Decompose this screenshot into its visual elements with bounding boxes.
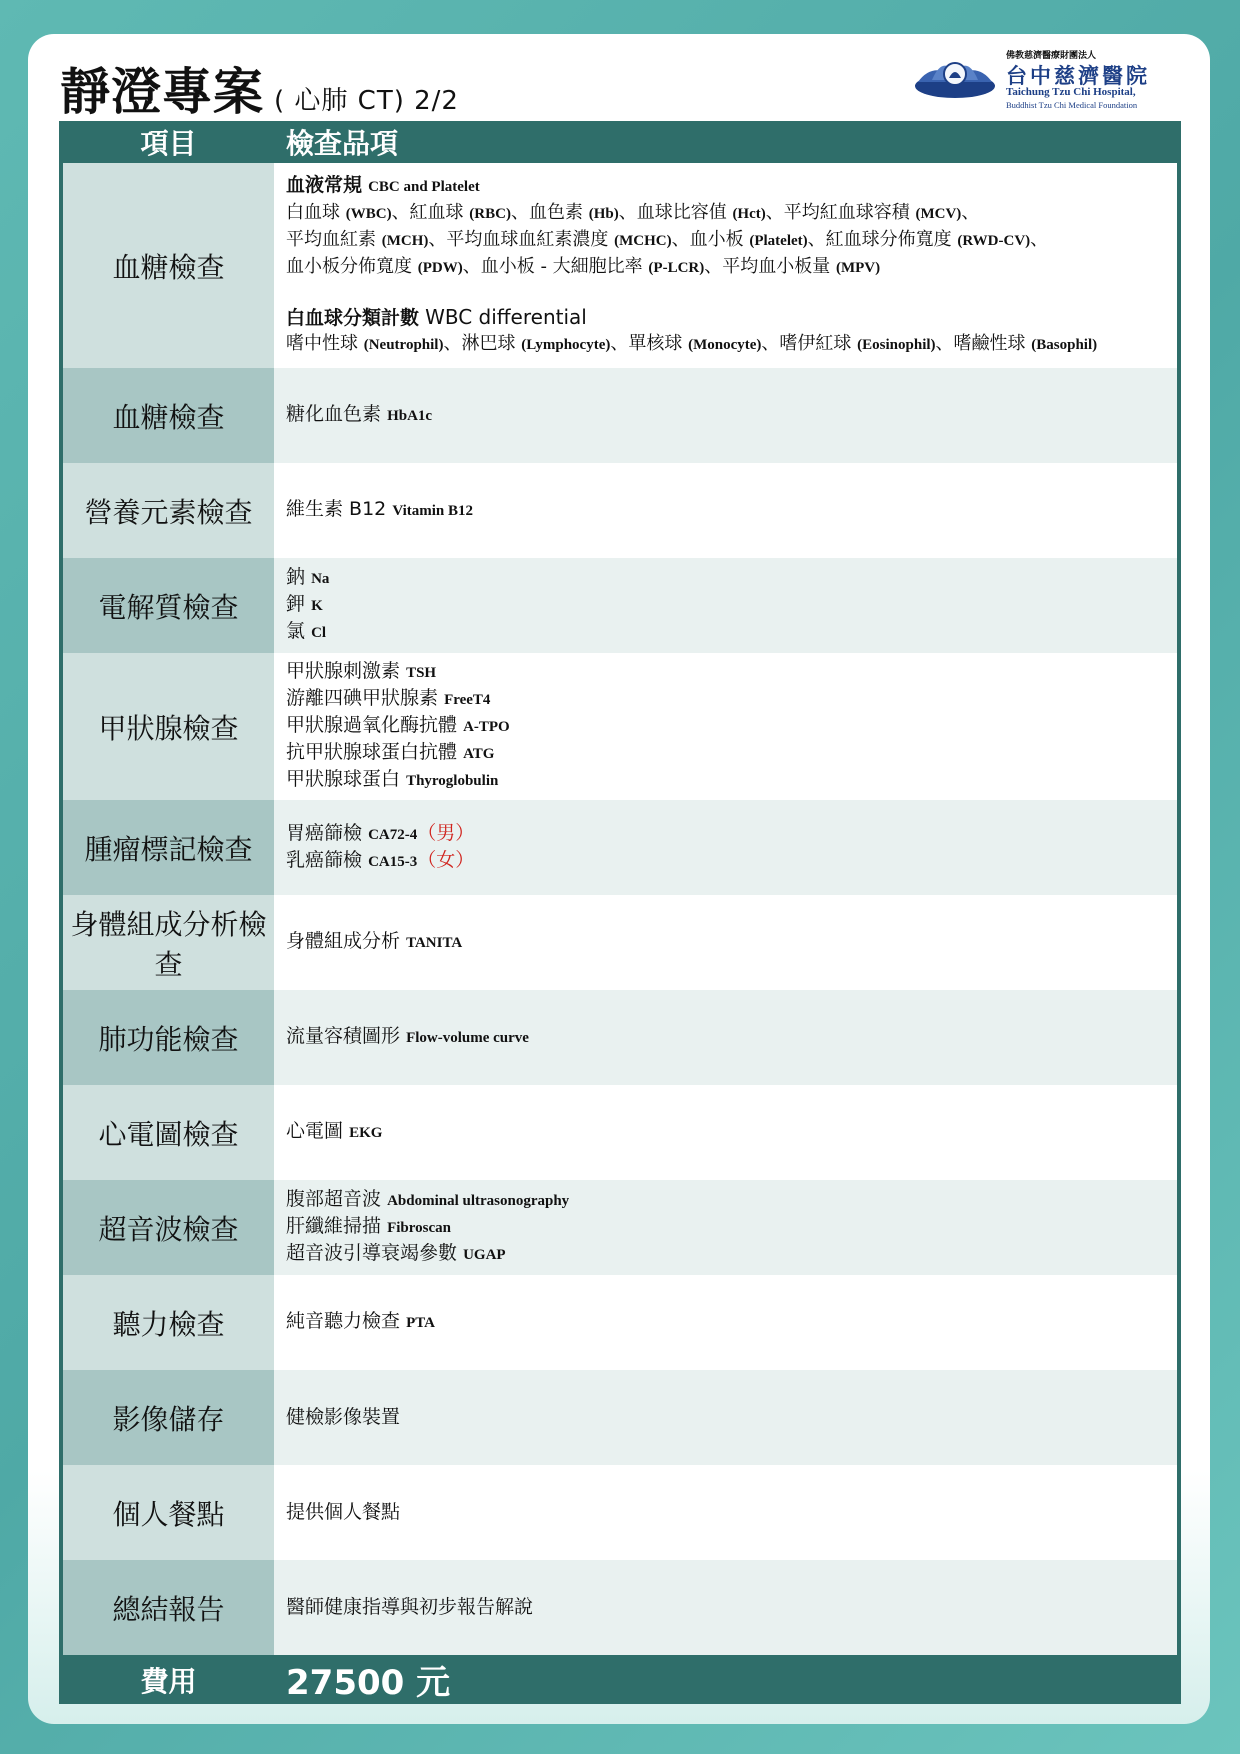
item-line <box>286 821 1165 848</box>
item-name-zh: 超音波引導衰竭參數 <box>286 1242 458 1264</box>
category-cell: 超音波檢查 <box>63 1180 274 1275</box>
item-line <box>286 173 1165 200</box>
fee-value: 27500 元 <box>286 1663 451 1703</box>
item-line <box>286 1214 1165 1241</box>
item-name-zh: 、血小板 - 大細胞比率 <box>462 256 643 277</box>
item-line <box>286 402 1165 429</box>
item-line <box>286 848 1165 875</box>
items-cell <box>274 558 1177 653</box>
item-line <box>286 1241 1165 1268</box>
table-row <box>63 368 1177 463</box>
item-name-en: Thyroglobulin <box>406 773 499 789</box>
category-cell: 血糖檢查 <box>63 368 274 463</box>
table-row <box>63 1560 1177 1655</box>
item-name-en: (MCV) <box>915 206 962 222</box>
logo-hospital-zh: 台中慈濟醫院 <box>1006 63 1150 88</box>
items-cell <box>274 1180 1177 1275</box>
logo-foundation-en: Buddhist Tzu Chi Medical Foundation <box>1006 100 1138 110</box>
item-name-en: CA15-3 <box>368 853 418 870</box>
item-name-zh: 甲狀腺球蛋白 <box>286 768 401 790</box>
item-name-en: (Hb) <box>588 206 619 222</box>
item-name-en: Flow-volume curve <box>406 1030 529 1046</box>
item-line <box>286 305 1165 331</box>
items-cell <box>274 990 1177 1085</box>
item-name-en: Cl <box>311 625 327 641</box>
item-name-zh: 、淋巴球 <box>443 333 516 354</box>
item-name-zh: 、單核球 <box>610 333 683 354</box>
logo-hospital-en: Taichung Tzu Chi Hospital, <box>1006 86 1136 98</box>
item-name-en: (P-LCR) <box>648 260 705 276</box>
item-name-zh: 提供個人餐點 <box>286 1501 401 1523</box>
item-line <box>286 200 1165 227</box>
item-name-zh: 、紅血球分佈寬度 <box>807 229 952 250</box>
section-heading-en: WBC differential <box>425 305 587 329</box>
item-name-zh: 、紅血球 <box>391 202 464 223</box>
table-row <box>63 1465 1177 1560</box>
item-name-en: TANITA <box>406 935 463 951</box>
category-cell: 血糖檢查 <box>63 163 274 368</box>
hospital-logo <box>912 46 1182 116</box>
item-name-zh: 、血小板 <box>671 229 744 250</box>
item-name-en: Na <box>311 571 330 587</box>
fee-label: 費用 <box>140 1664 197 1698</box>
item-name-zh: 抗甲狀腺球蛋白抗體 <box>286 741 458 763</box>
item-line <box>286 1309 1165 1336</box>
table-row <box>63 1085 1177 1180</box>
item-name-en: Vitamin B12 <box>392 503 474 519</box>
item-line <box>286 929 1165 956</box>
table-body <box>63 163 1177 1655</box>
item-name-zh: 腹部超音波 <box>286 1188 382 1210</box>
lotus-logo-icon <box>912 52 998 102</box>
item-name-zh: 肝纖維掃描 <box>286 1215 382 1237</box>
item-name-zh: 甲狀腺過氧化酶抗體 <box>286 714 458 736</box>
item-name-en: CA72-4 <box>368 826 418 843</box>
table-row <box>63 800 1177 895</box>
fee-row <box>63 1655 1177 1704</box>
table-row <box>63 558 1177 653</box>
item-name-zh: 、嗜鹼性球 <box>935 333 1026 354</box>
item-line <box>286 1119 1165 1146</box>
item-name-zh: 流量容積圖形 <box>286 1025 401 1047</box>
column-header-item: 項目 <box>140 127 197 160</box>
items-cell <box>274 653 1177 800</box>
item-line <box>286 254 1165 281</box>
table-row <box>63 1370 1177 1465</box>
items-cell <box>274 800 1177 895</box>
item-name-zh: 甲狀腺刺激素 <box>286 660 401 682</box>
table-row <box>63 463 1177 558</box>
logo-foundation-zh: 佛教慈濟醫療財團法人 <box>1006 51 1097 61</box>
item-name-zh: 、血色素 <box>510 202 583 223</box>
item-line <box>286 659 1165 686</box>
item-name-zh: 乳癌篩檢 <box>286 848 363 871</box>
item-name-en: EKG <box>349 1125 383 1141</box>
table-header-row <box>63 121 1177 163</box>
item-name-en: (Lymphocyte) <box>521 337 611 353</box>
item-name-zh: 糖化血色素 <box>286 403 382 425</box>
gender-note: （男） <box>417 821 475 844</box>
page-title <box>60 52 459 124</box>
title-text: 靜澄專案 <box>60 63 264 121</box>
item-line <box>286 281 1165 305</box>
item-name-zh: 、 <box>961 202 980 223</box>
item-name-zh: 鈉 <box>286 566 306 588</box>
item-name-en: (RWD-CV) <box>957 233 1031 249</box>
item-name-zh: 氯 <box>286 620 306 642</box>
section-heading-en: CBC and Platelet <box>368 179 480 195</box>
items-cell <box>274 1560 1177 1655</box>
item-name-zh: 健檢影像裝置 <box>286 1406 401 1428</box>
item-name-zh: 維生素 B12 <box>286 498 387 520</box>
item-name-en: TSH <box>406 665 437 681</box>
item-line <box>286 713 1165 740</box>
item-name-en: (Basophil) <box>1031 337 1098 353</box>
item-name-en: (Hct) <box>732 206 766 222</box>
category-cell: 腫瘤標記檢查 <box>63 800 274 895</box>
item-line <box>286 1024 1165 1051</box>
item-name-en: (PDW) <box>417 260 463 276</box>
item-name-zh: 心電圖 <box>286 1120 344 1142</box>
table-row <box>63 895 1177 990</box>
category-cell: 甲狀腺檢查 <box>63 653 274 800</box>
item-name-en: (MPV) <box>835 260 881 276</box>
table-row <box>63 990 1177 1085</box>
item-line <box>286 740 1165 767</box>
item-line <box>286 1187 1165 1214</box>
items-cell <box>274 1275 1177 1370</box>
table-row <box>63 1180 1177 1275</box>
table-row <box>63 163 1177 368</box>
items-cell <box>274 895 1177 990</box>
item-name-zh: 游離四碘甲狀腺素 <box>286 687 439 709</box>
item-name-en: (Eosinophil) <box>857 337 936 353</box>
item-name-en: Fibroscan <box>387 1220 451 1236</box>
item-name-zh: 胃癌篩檢 <box>286 821 363 844</box>
item-name-zh: 、 <box>1030 229 1049 250</box>
item-line <box>286 592 1165 619</box>
item-name-en: (Platelet) <box>749 233 808 249</box>
item-name-zh: 鉀 <box>286 593 306 615</box>
item-line <box>286 1500 1165 1525</box>
item-name-en: (Monocyte) <box>688 337 762 353</box>
category-cell: 總結報告 <box>63 1560 274 1655</box>
items-cell <box>274 368 1177 463</box>
item-name-zh: 、嗜伊紅球 <box>761 333 852 354</box>
items-cell <box>274 463 1177 558</box>
item-name-en: K <box>311 598 323 614</box>
item-name-en: (WBC) <box>345 206 392 222</box>
item-line <box>286 497 1165 524</box>
item-name-zh: 純音聽力檢查 <box>286 1310 401 1332</box>
item-name-zh: 平均血紅素 <box>286 229 376 250</box>
column-header-tests: 檢查品項 <box>286 127 399 160</box>
item-name-en: A-TPO <box>463 719 510 735</box>
item-line <box>286 565 1165 592</box>
item-name-zh: 白血球 <box>286 202 340 223</box>
item-name-en: FreeT4 <box>444 692 491 708</box>
item-line <box>286 1595 1165 1620</box>
items-cell <box>274 163 1177 368</box>
item-name-zh: 血小板分佈寬度 <box>286 256 412 277</box>
item-name-en: (Neutrophil) <box>363 337 444 353</box>
items-cell <box>274 1465 1177 1560</box>
item-line <box>286 767 1165 794</box>
item-line <box>286 686 1165 713</box>
item-line <box>286 227 1165 254</box>
item-line <box>286 619 1165 646</box>
item-name-en: Abdominal ultrasonography <box>387 1193 570 1209</box>
item-name-zh: 、平均血小板量 <box>704 256 831 277</box>
table-row <box>63 1275 1177 1370</box>
item-line <box>286 1405 1165 1430</box>
category-cell: 聽力檢查 <box>63 1275 274 1370</box>
section-heading: 白血球分類計數 <box>286 307 420 329</box>
category-cell: 肺功能檢查 <box>63 990 274 1085</box>
item-name-en: PTA <box>406 1315 435 1331</box>
category-cell: 個人餐點 <box>63 1465 274 1560</box>
item-name-en: ATG <box>463 746 495 762</box>
item-name-en: UGAP <box>463 1247 506 1263</box>
section-heading: 血液常規 <box>286 174 363 196</box>
item-name-en: (MCH) <box>381 233 429 249</box>
item-name-zh: 嗜中性球 <box>286 333 358 354</box>
category-cell: 電解質檢查 <box>63 558 274 653</box>
category-cell: 心電圖檢查 <box>63 1085 274 1180</box>
exam-table <box>59 121 1181 1704</box>
item-line <box>286 331 1165 358</box>
category-cell: 營養元素檢查 <box>63 463 274 558</box>
item-name-zh: 、平均紅血球容積 <box>765 202 910 223</box>
gender-note: （女） <box>417 848 475 871</box>
item-name-en: (MCHC) <box>614 233 672 249</box>
item-name-en: HbA1c <box>387 408 433 424</box>
items-cell <box>274 1370 1177 1465</box>
item-name-zh: 身體組成分析 <box>286 930 401 952</box>
item-name-en: (RBC) <box>469 206 511 222</box>
item-name-zh: 、血球比容值 <box>618 202 727 223</box>
items-cell <box>274 1085 1177 1180</box>
table-row <box>63 653 1177 800</box>
item-name-zh: 、平均血球血紅素濃度 <box>428 229 609 250</box>
item-name-zh: 醫師健康指導與初步報告解說 <box>286 1596 534 1618</box>
category-cell: 身體組成分析檢查 <box>63 895 274 990</box>
title-subtitle: ( 心肺 CT) 2/2 <box>274 86 459 116</box>
category-cell: 影像儲存 <box>63 1370 274 1465</box>
